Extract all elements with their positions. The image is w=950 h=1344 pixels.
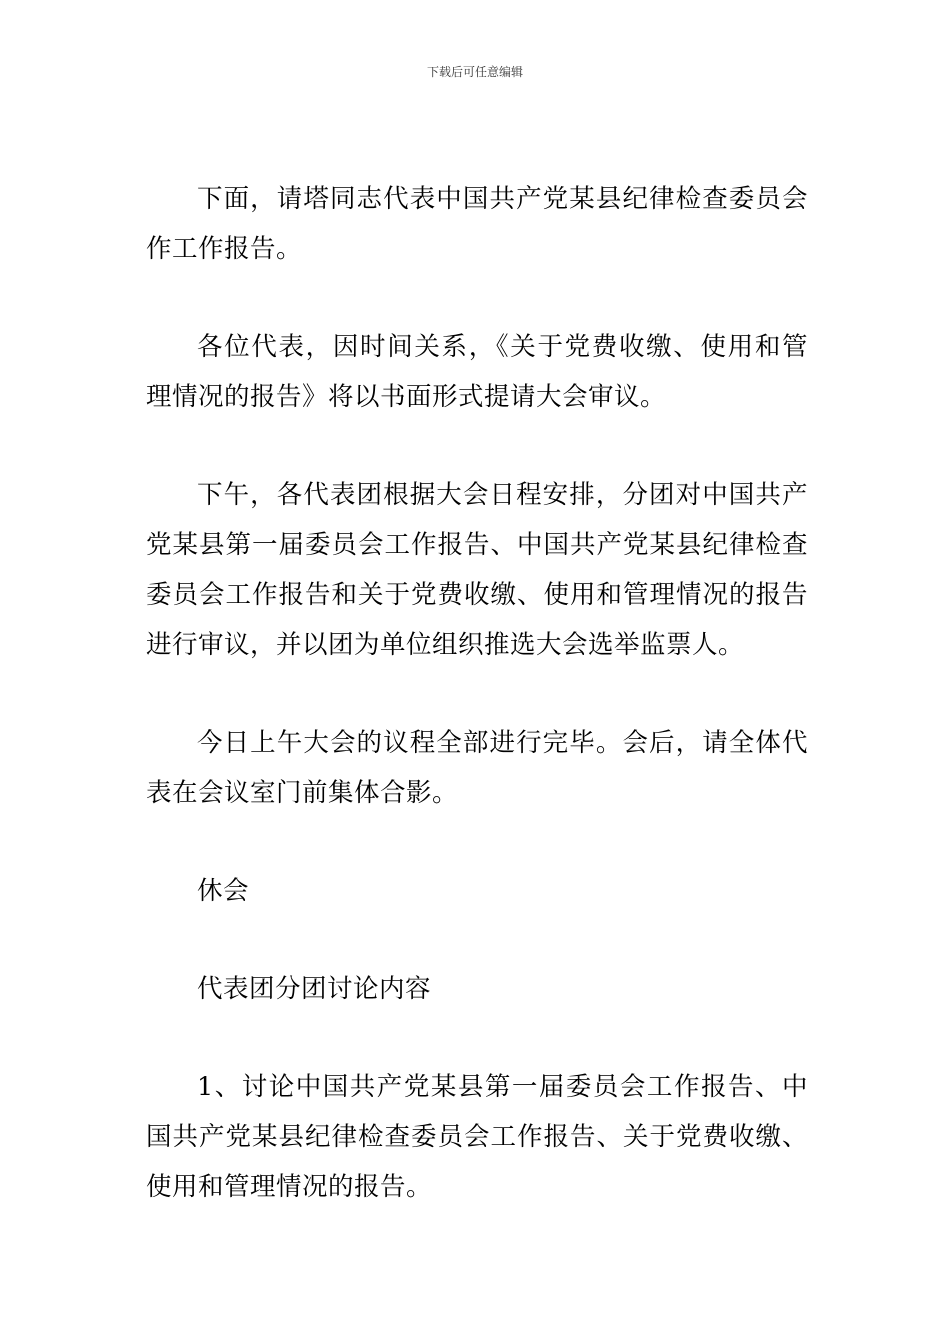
paragraph-discussion-item-1: 1、讨论中国共产党某县第一届委员会工作报告、中国共产党某县纪律检查委员会工作报告、关于党费收缴、使用和管理情况的报告。: [146, 1072, 808, 1202]
paragraph-report-invitation: 下面，请塔同志代表中国共产党某县纪律检查委员会作工作报告。: [146, 184, 808, 264]
paragraph-discussion-heading: 代表团分团讨论内容: [197, 974, 432, 1004]
paragraph-adjourn: 休会: [197, 876, 250, 906]
paragraph-written-report: 各位代表，因时间关系，《关于党费收缴、使用和管理情况的报告》将以书面形式提请大会审议。: [146, 332, 808, 412]
paragraph-agenda-complete: 今日上午大会的议程全部进行完毕。会后，请全体代表在会议室门前集体合影。: [146, 728, 808, 808]
download-editable-note: 下载后可任意编辑: [426, 65, 523, 79]
paragraph-afternoon-review: 下午，各代表团根据大会日程安排，分团对中国共产党某县第一届委员会工作报告、中国共产党某县纪律检查委员会工作报告和关于党费收缴、使用和管理情况的报告进行审议，并以团为单位组织推选大会选举监票人。: [146, 480, 808, 660]
document-body: [146, 174, 808, 1260]
